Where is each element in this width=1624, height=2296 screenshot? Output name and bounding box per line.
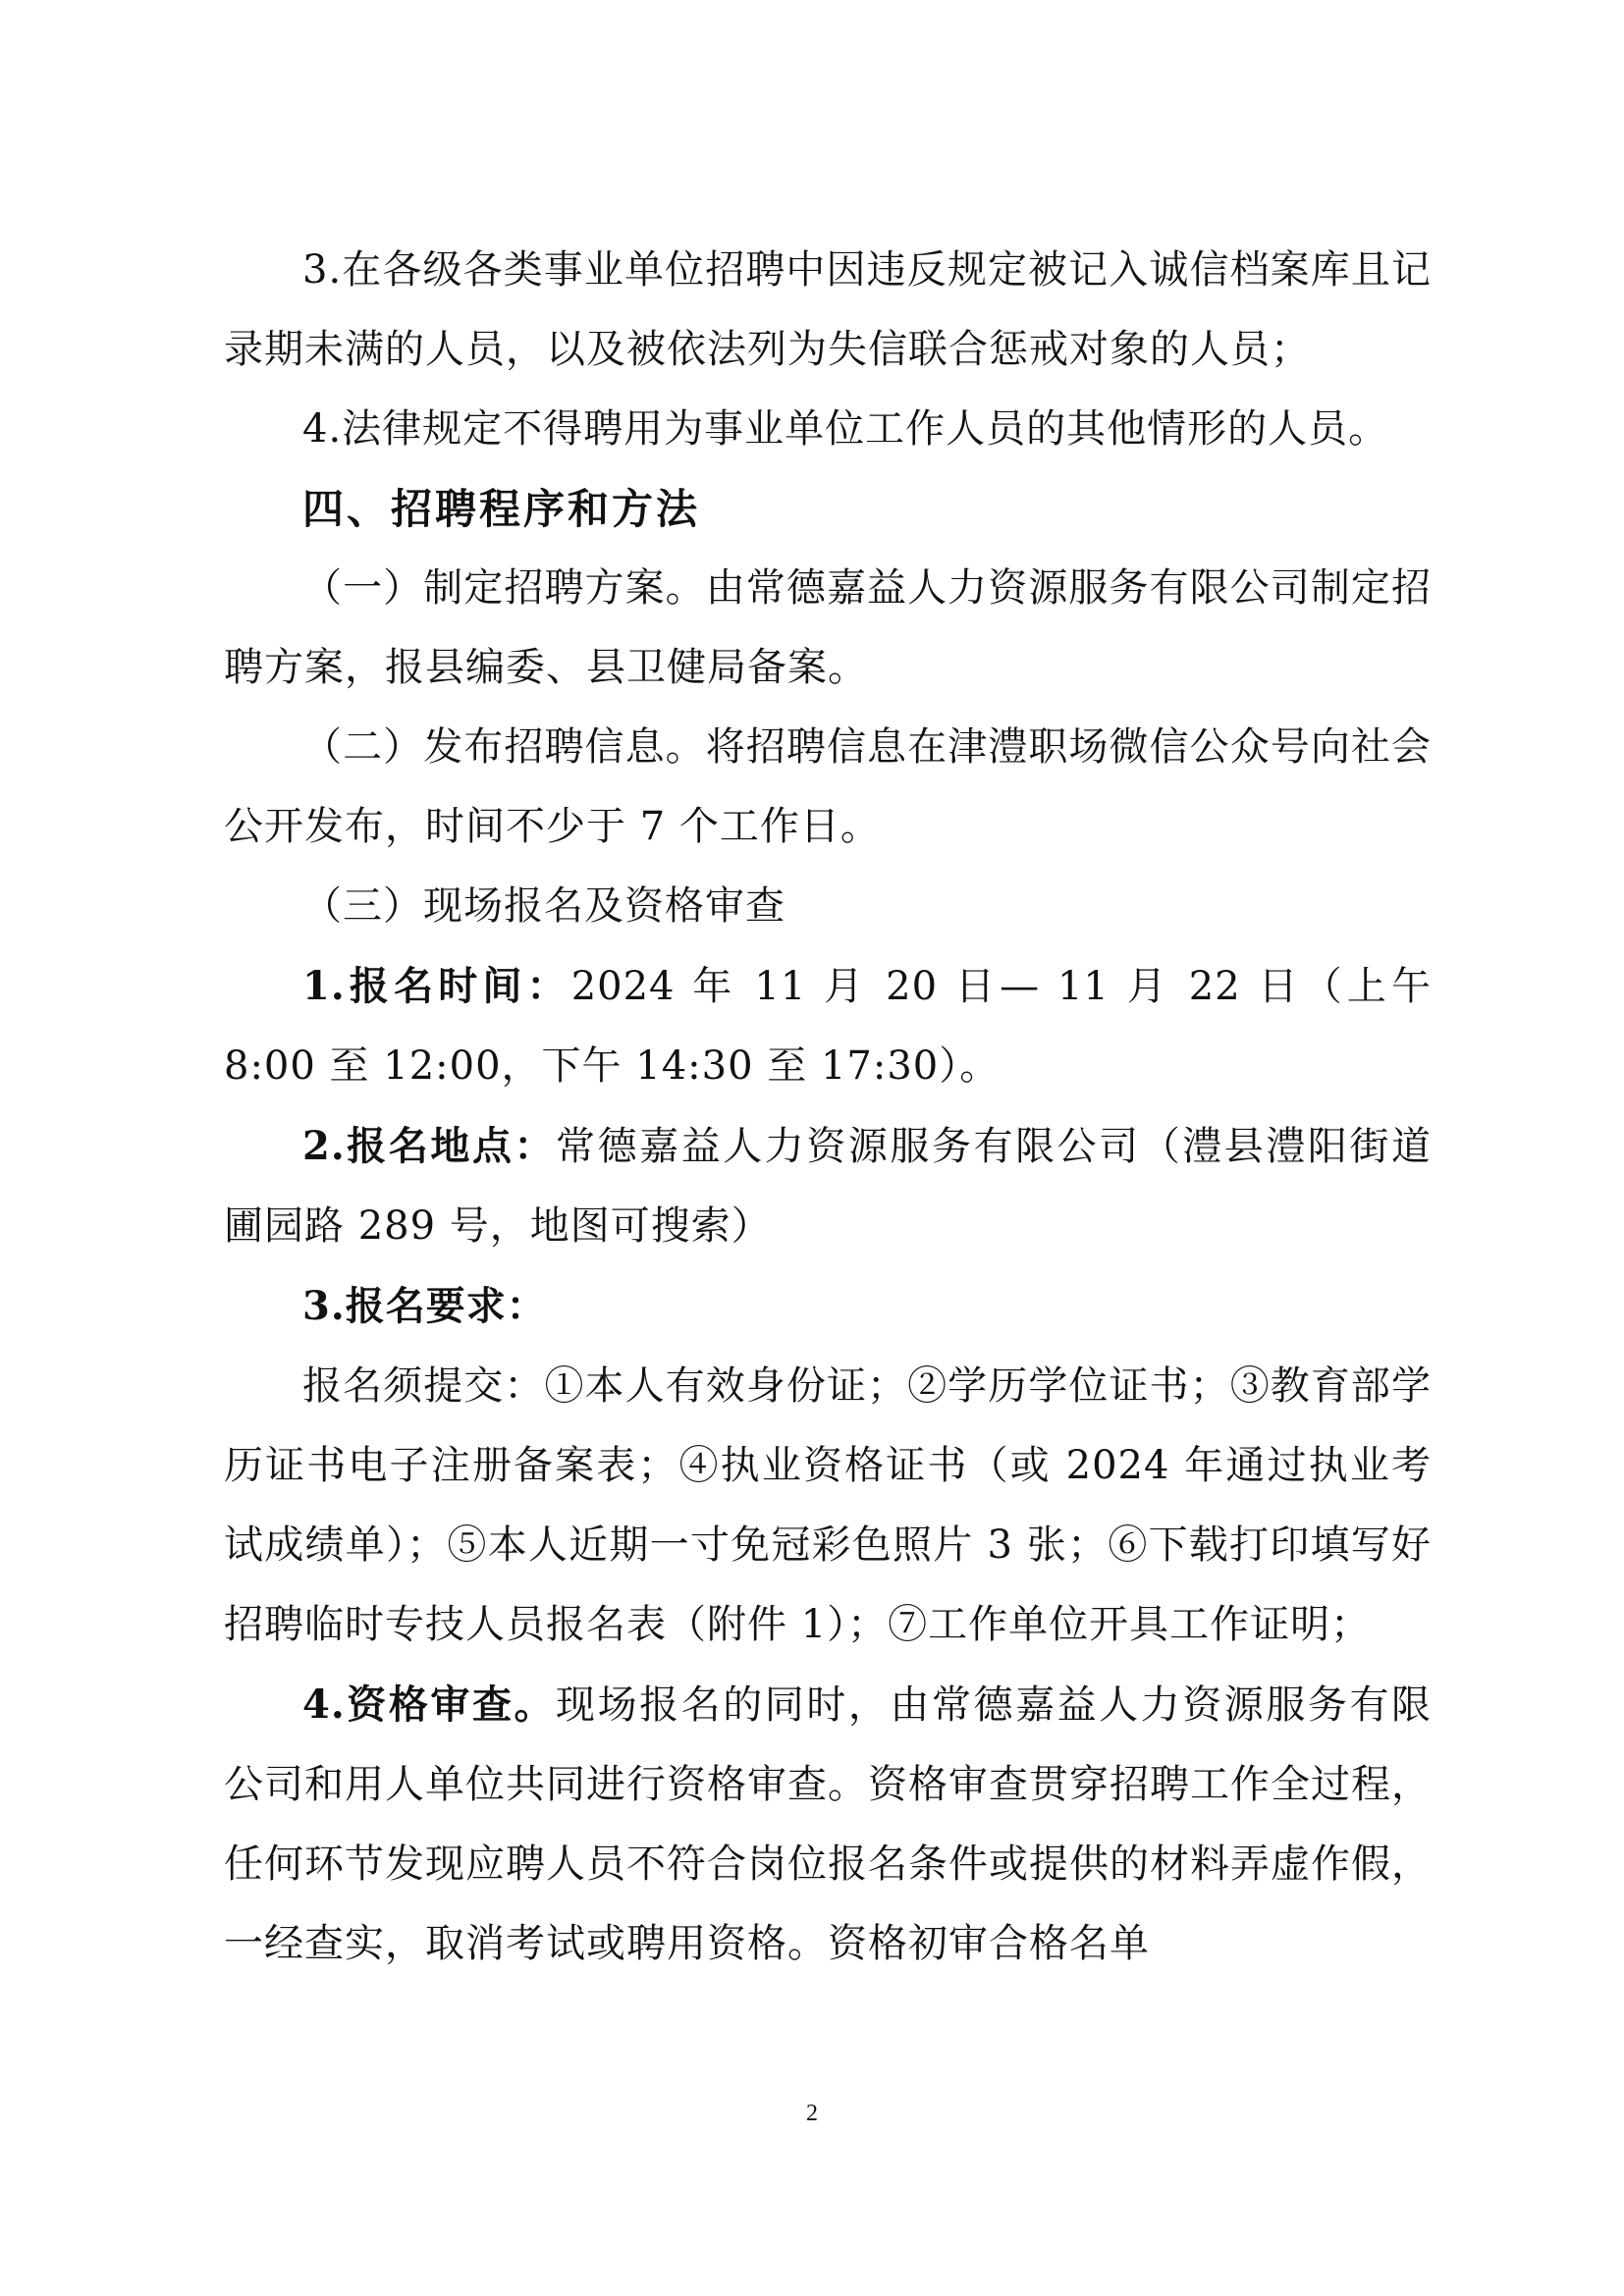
paragraph-registration-location [224, 1106, 1432, 1266]
page-number: 2 [806, 2101, 818, 2126]
subsection-heading-registration: （三）现场报名及资格审查 [302, 883, 785, 929]
paragraph-registration-requirements [224, 1266, 1432, 1347]
paragraph-registration-time [224, 946, 1432, 1106]
qualification-review-text: 现场报名的同时，由常德嘉益人力资源服务有限公司和用人单位共同进行资格审查。资格审查贯穿招聘工作全过程，任何环节发现应聘人员不符合岗位报名条件或提供的材料弄虚作假，一经查实，取消考试或聘用资格。资格初审合格名单 [224, 1682, 1432, 1966]
paragraph-qualification-review [224, 1665, 1432, 1984]
registration-location-text: 常德嘉益人力资源服务有限公司（澧县澧阳街道圃园路 289 号，地图可搜索） [224, 1124, 1432, 1249]
paragraph-required-documents: 报名须提交：①本人有效身份证；②学历学位证书；③教育部学历证书电子注册备案表；④执业资格证书（或 2024 年通过执业考试成绩单）；⑤本人近期一寸免冠彩色照片 3 张；⑥下载打印填写好招聘临时专技人员报名表（附件 1）；⑦工作单位开具工作证明； [224, 1363, 1432, 1647]
paragraph-disqualification-3: 3.在各级各类事业单位招聘中因违反规定被记入诚信档案库且记录期未满的人员，以及被依法列为失信联合惩戒对象的人员； [224, 247, 1432, 372]
paragraph-publish-info: （二）发布招聘信息。将招聘信息在津澧职场微信公众号向社会公开发布，时间不少于 7 个工作日。 [224, 724, 1432, 849]
paragraph-recruitment-plan: （一）制定招聘方案。由常德嘉益人力资源服务有限公司制定招聘方案，报县编委、县卫健局备案。 [224, 565, 1432, 690]
paragraph-disqualification-4: 4.法律规定不得聘用为事业单位工作人员的其他情形的人员。 [302, 406, 1389, 452]
section-heading-procedures: 四、招聘程序和方法 [302, 485, 701, 533]
registration-location-label: 2.报名地点： [302, 1123, 557, 1169]
registration-time-label: 1.报名时间： [302, 963, 571, 1009]
registration-requirements-label: 3.报名要求： [302, 1283, 547, 1329]
qualification-review-label: 4.资格审查。 [302, 1682, 557, 1728]
registration-time-text: 2024 年 11 月 20 日— 11 月 22 日（上午 8:00 至 12:00，下午 14:30 至 17:30）。 [224, 964, 1432, 1089]
document-body [224, 231, 1432, 1984]
